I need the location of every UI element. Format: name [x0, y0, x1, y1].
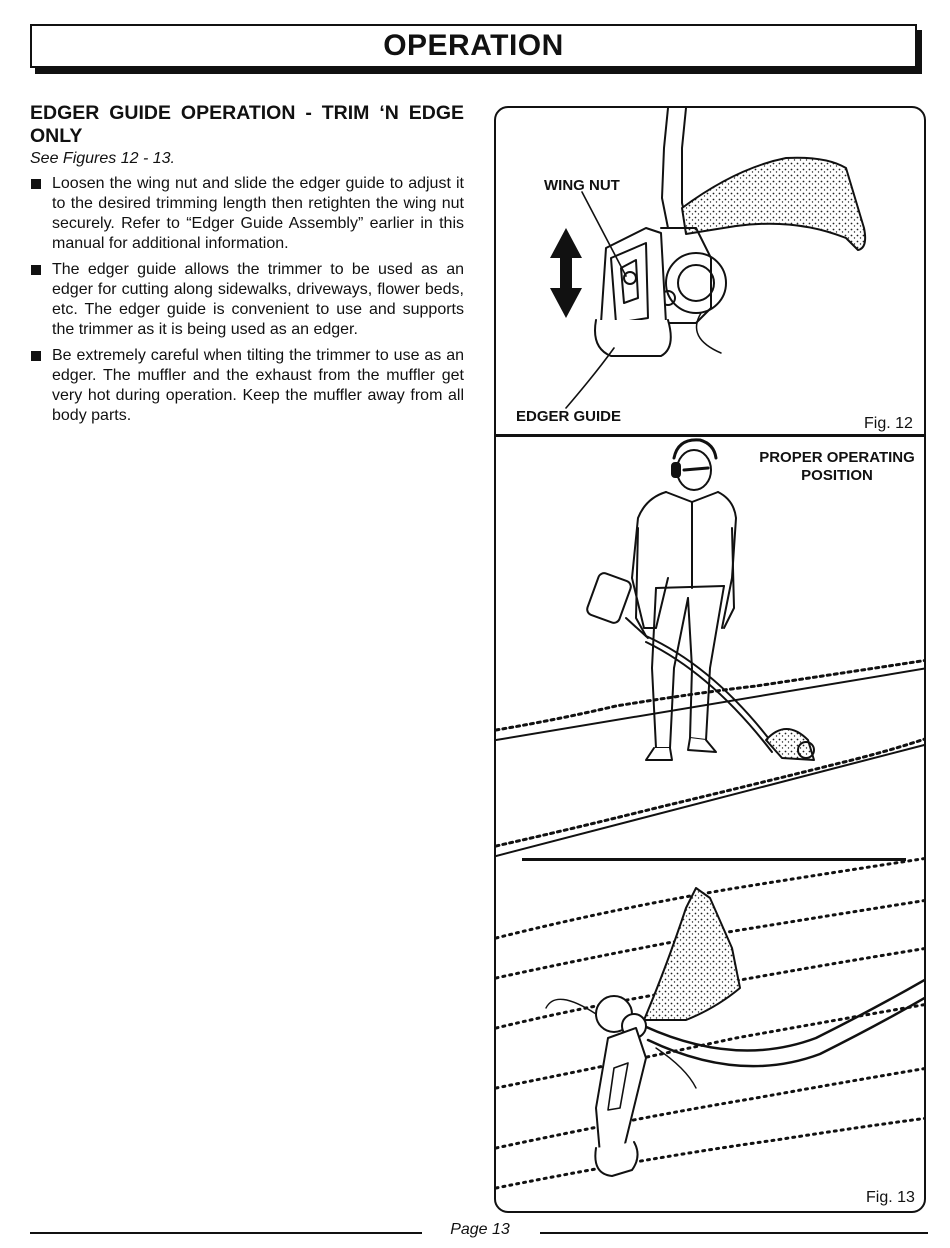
figure-illustrations: [496, 108, 926, 1213]
square-bullet-icon: [31, 351, 41, 361]
figure-divider: [496, 434, 924, 437]
edging-closeup-drawing: [496, 858, 926, 1188]
instruction-list: [30, 174, 464, 426]
footer-rule-left: [30, 1232, 422, 1234]
list-item-text: Loosen the wing nut and slide the edger guide to adjust it to the desired trimming length then retighten the wing nut securely. Refer to “Edger Guide Assembly” earlier in this manual for additional information.: [52, 175, 464, 252]
section-title: EDGER GUIDE OPERATION - TRIM ‘N EDGE ONLY: [30, 102, 464, 147]
see-figures-note: See Figures 12 - 13.: [30, 150, 175, 167]
footer-rule-right: [540, 1232, 928, 1234]
fig13-label: Fig. 13: [866, 1189, 915, 1206]
page-title: OPERATION: [383, 29, 564, 62]
page-number: Page 13: [450, 1221, 510, 1238]
edger-guide-closeup-drawing: [550, 108, 865, 408]
fig12-label: Fig. 12: [864, 415, 913, 432]
fig13-caption-line2: POSITION: [801, 467, 873, 484]
list-item: [30, 346, 464, 426]
header-banner: [30, 24, 922, 74]
fig13-caption-line1: PROPER OPERATING: [759, 449, 915, 466]
header-box: [30, 24, 917, 68]
square-bullet-icon: [31, 265, 41, 275]
list-item: [30, 174, 464, 254]
list-item-text: The edger guide allows the trimmer to be used as an edger for cutting along sidewalks, driveways, flower beds, etc. The edger guide is convenient to use and supports the trimmer as it is being used as an edger.: [52, 261, 464, 338]
edger-guide-callout: EDGER GUIDE: [516, 408, 622, 425]
figure-inner-divider: [522, 858, 906, 861]
proper-operating-position-drawing: [496, 440, 926, 856]
list-item: [30, 260, 464, 340]
double-arrow-icon: [550, 228, 582, 318]
figure-panel: [494, 106, 926, 1213]
wing-nut-callout: WING NUT: [544, 177, 620, 194]
instructions-column: [30, 102, 464, 432]
square-bullet-icon: [31, 179, 41, 189]
list-item-text: Be extremely careful when tilting the trimmer to use as an edger. The muffler and the exhaust from the muffler get very hot during operation. Keep the muffler away from all body parts.: [52, 347, 464, 424]
